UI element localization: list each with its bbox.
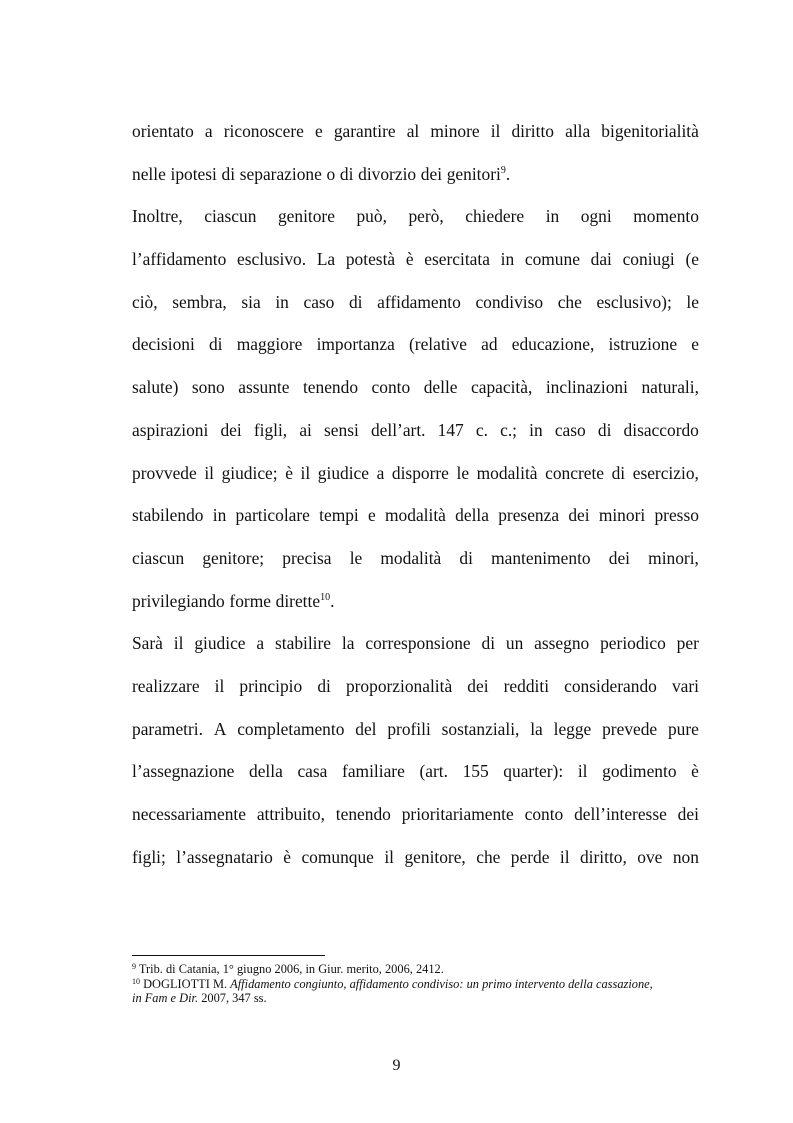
- text-line: [132, 793, 699, 836]
- footnote-journal: in Fam e Dir.: [132, 991, 199, 1006]
- word: potestà: [345, 249, 396, 270]
- word: di: [597, 419, 612, 440]
- body-text: [132, 110, 699, 878]
- word: coniugi: [622, 249, 675, 270]
- text-line: [132, 409, 699, 452]
- word: corresponsione: [365, 633, 471, 654]
- word: non: [672, 846, 699, 867]
- word: separazione: [239, 163, 322, 184]
- word: in: [545, 206, 560, 227]
- word: sostanziali,: [441, 718, 520, 739]
- word: in: [529, 419, 543, 440]
- word: della: [249, 761, 283, 782]
- word: genitore;: [202, 547, 265, 568]
- word: sensi: [324, 419, 359, 440]
- word: bigenitorialità: [601, 121, 699, 141]
- word: principio: [239, 675, 303, 696]
- word: di: [317, 675, 331, 696]
- word: vari: [671, 675, 699, 696]
- word: familiare: [342, 761, 405, 782]
- word: alla: [565, 121, 591, 141]
- word: decisioni: [132, 334, 195, 355]
- word: orientato: [132, 121, 194, 141]
- word: c.;: [500, 419, 518, 440]
- word: dei: [677, 804, 699, 824]
- word: presenza: [498, 505, 560, 526]
- word: modalità: [385, 505, 446, 526]
- footnote-marker: 10: [132, 976, 140, 986]
- word: per: [676, 633, 699, 654]
- word: esercitata: [424, 249, 490, 270]
- word: di: [459, 547, 473, 568]
- word: al: [406, 121, 420, 141]
- word: a: [376, 462, 385, 483]
- footnote-9: [132, 962, 699, 977]
- word: le: [349, 547, 363, 568]
- word: e: [314, 121, 323, 141]
- word: La: [316, 249, 336, 270]
- word: momento: [633, 206, 699, 227]
- footnote-author: DOGLIOTTI M.: [143, 976, 231, 991]
- footnote-10: [132, 977, 699, 992]
- text-line: [132, 494, 699, 537]
- word: dell’art.: [370, 419, 426, 440]
- word: precisa: [282, 547, 332, 568]
- word: assunte: [238, 377, 290, 398]
- word: figli;: [132, 846, 166, 867]
- word: di: [481, 633, 496, 654]
- word: sia: [241, 291, 261, 312]
- footnote-reference[interactable]: 9: [500, 164, 506, 176]
- word: educazione,: [511, 334, 595, 355]
- text-line: [132, 836, 699, 879]
- word: il: [577, 761, 588, 782]
- word: genitore,: [404, 846, 466, 867]
- word: inclinazioni: [545, 377, 628, 398]
- word: però,: [408, 206, 444, 227]
- word: modalità: [380, 547, 442, 568]
- footnote-title: Affidamento congiunto, affidamento condiviso: un primo intervento della cassazione,: [230, 976, 653, 991]
- text-line: [132, 366, 699, 409]
- word: caso: [554, 419, 586, 440]
- word: in: [500, 249, 515, 270]
- footnotes: [132, 962, 699, 1006]
- word: tenendo: [302, 377, 359, 398]
- word: ciascun: [204, 206, 257, 227]
- word: A: [213, 718, 227, 739]
- word: di: [208, 334, 223, 355]
- word: (e: [685, 249, 699, 270]
- word: dei: [568, 505, 590, 526]
- text-line: [132, 537, 699, 580]
- word: sono: [191, 377, 225, 398]
- footnote-10-line-2: [132, 991, 699, 1006]
- word: pure: [667, 718, 699, 739]
- word: particolare: [235, 505, 310, 526]
- word: aspirazioni: [132, 419, 209, 440]
- word: parametri.: [132, 718, 203, 739]
- text-line: [132, 281, 699, 324]
- word: dai: [590, 249, 612, 270]
- word: 147: [437, 419, 464, 440]
- word: dirette$^{10}$.: [275, 590, 335, 611]
- word: ove: [637, 846, 663, 867]
- word: capacità,: [471, 377, 533, 398]
- word: importanza: [316, 334, 395, 355]
- word: garantire: [333, 121, 396, 141]
- text-line: [132, 323, 699, 366]
- word: redditi: [503, 675, 550, 696]
- footnote-10-line-1: [132, 977, 653, 992]
- word: completamento: [237, 718, 345, 739]
- word: 155: [462, 761, 489, 782]
- word: (art.: [419, 761, 448, 782]
- page-number: 9: [392, 1057, 401, 1074]
- word: conto: [524, 804, 564, 824]
- word: Sarà: [132, 633, 163, 654]
- word: perde: [510, 846, 550, 867]
- word: disaccordo: [623, 419, 699, 440]
- word: a: [204, 121, 213, 141]
- word: conto: [371, 377, 411, 398]
- word: mantenimento: [491, 547, 591, 568]
- text-line: [132, 580, 699, 623]
- word: minore: [430, 121, 480, 141]
- word: (relative: [409, 334, 467, 355]
- word: il: [559, 846, 570, 867]
- word: il: [214, 675, 225, 696]
- word: forme: [229, 590, 271, 611]
- word: è: [691, 761, 699, 782]
- word: periodico: [600, 633, 666, 654]
- text-line: [132, 708, 699, 751]
- word: Inoltre,: [132, 206, 183, 227]
- word: ciascun: [132, 547, 185, 568]
- word: è: [405, 249, 414, 270]
- text-line: [132, 452, 699, 495]
- word: maggiore: [236, 334, 303, 355]
- word: considerando: [564, 675, 657, 696]
- word: il: [490, 121, 501, 141]
- word: di: [221, 163, 236, 184]
- word: esclusivo.: [237, 249, 307, 270]
- word: che: [476, 846, 501, 867]
- word: di: [339, 163, 354, 184]
- word: l’affidamento: [132, 249, 227, 270]
- word: legge: [553, 718, 592, 739]
- word: che: [557, 291, 582, 312]
- word: le: [456, 462, 470, 483]
- footnote-citation: 2007, 347 ss.: [198, 991, 267, 1006]
- word: tempi: [319, 505, 359, 526]
- word: il: [300, 462, 311, 483]
- word: stabilendo: [132, 505, 204, 526]
- word: figli,: [253, 419, 288, 440]
- word: quarter):: [503, 761, 564, 782]
- word: dei: [467, 675, 489, 696]
- word: il: [384, 846, 395, 867]
- word: ai: [299, 419, 312, 440]
- footnote-reference[interactable]: 10: [320, 591, 331, 603]
- word: o: [326, 163, 336, 184]
- word: delle: [423, 377, 458, 398]
- word: genitore: [277, 206, 335, 227]
- word: condiviso: [475, 291, 544, 312]
- word: della: [455, 505, 489, 526]
- text-line: [132, 665, 699, 708]
- word: sembra,: [172, 291, 227, 312]
- word: l’assegnatario: [176, 846, 273, 867]
- word: naturali,: [641, 377, 699, 398]
- word: dell’interesse: [574, 804, 667, 824]
- word: privilegiando: [132, 590, 225, 611]
- word: ad: [481, 334, 498, 355]
- word: dei: [420, 163, 443, 184]
- word: comunque: [301, 846, 374, 867]
- word: prioritariamente: [401, 804, 514, 824]
- word: necessariamente: [132, 804, 246, 824]
- text-line: [132, 750, 699, 793]
- word: minori: [598, 505, 646, 526]
- word: godimento: [602, 761, 677, 782]
- word: concrete: [545, 462, 604, 483]
- word: e: [691, 334, 699, 355]
- word: modalità: [476, 462, 538, 483]
- word: dei: [220, 419, 242, 440]
- word: casa: [297, 761, 328, 782]
- word: presso: [654, 505, 699, 526]
- word: profili: [387, 718, 431, 739]
- text-line: [132, 110, 699, 153]
- word: di: [611, 462, 626, 483]
- word: del: [355, 718, 377, 739]
- word: giudice;: [221, 462, 278, 483]
- word: disporre: [391, 462, 449, 483]
- word: giudice: [317, 462, 369, 483]
- word: il: [173, 633, 184, 654]
- word: diritto: [511, 121, 554, 141]
- word: provvede: [132, 462, 197, 483]
- word: divorzio: [358, 163, 417, 184]
- word: prevede: [602, 718, 658, 739]
- word: ipotesi: [170, 163, 217, 184]
- word: istruzione: [608, 334, 678, 355]
- text-line: [132, 238, 699, 281]
- word: c.: [475, 419, 488, 440]
- text-line: [132, 195, 699, 238]
- word: esercizio,: [632, 462, 699, 483]
- word: un: [505, 633, 524, 654]
- word: è: [283, 846, 292, 867]
- word: in: [212, 505, 227, 526]
- word: le: [686, 291, 699, 312]
- word: attribuito,: [256, 804, 325, 824]
- text-line: [132, 622, 699, 665]
- word: proporzionalità: [345, 675, 453, 696]
- footnote-separator: [132, 955, 325, 956]
- word: dei: [608, 547, 631, 568]
- word: chiedere: [465, 206, 525, 227]
- word: assegno: [534, 633, 590, 654]
- word: può,: [356, 206, 387, 227]
- word: riconoscere: [223, 121, 304, 141]
- word: la: [530, 718, 543, 739]
- word: tenendo: [335, 804, 391, 824]
- word: a: [256, 633, 265, 654]
- word: giudice: [194, 633, 246, 654]
- word: l’assegnazione: [132, 761, 235, 782]
- word: è: [285, 462, 293, 483]
- word: ogni: [580, 206, 612, 227]
- word: il: [204, 462, 214, 483]
- word: genitori$^9$.: [446, 163, 511, 184]
- word: stabilire: [275, 633, 332, 654]
- word: diritto,: [579, 846, 627, 867]
- word: di: [348, 291, 363, 312]
- word: affidamento: [377, 291, 461, 312]
- word: ciò,: [132, 291, 158, 312]
- word: minori,: [648, 547, 699, 568]
- word: caso: [303, 291, 335, 312]
- footnote-marker: 9: [132, 962, 136, 971]
- text-line: [132, 153, 699, 196]
- word: in: [275, 291, 289, 312]
- word: comune: [524, 249, 580, 270]
- word: la: [341, 633, 355, 654]
- word: esclusivo);: [596, 291, 672, 312]
- word: nelle: [132, 163, 166, 184]
- footnote-text: Trib. di Catania, 1° giugno 2006, in Giur. merito, 2006, 2412.: [138, 962, 444, 976]
- word: e: [368, 505, 376, 526]
- word: salute): [132, 377, 179, 398]
- word: realizzare: [132, 675, 200, 696]
